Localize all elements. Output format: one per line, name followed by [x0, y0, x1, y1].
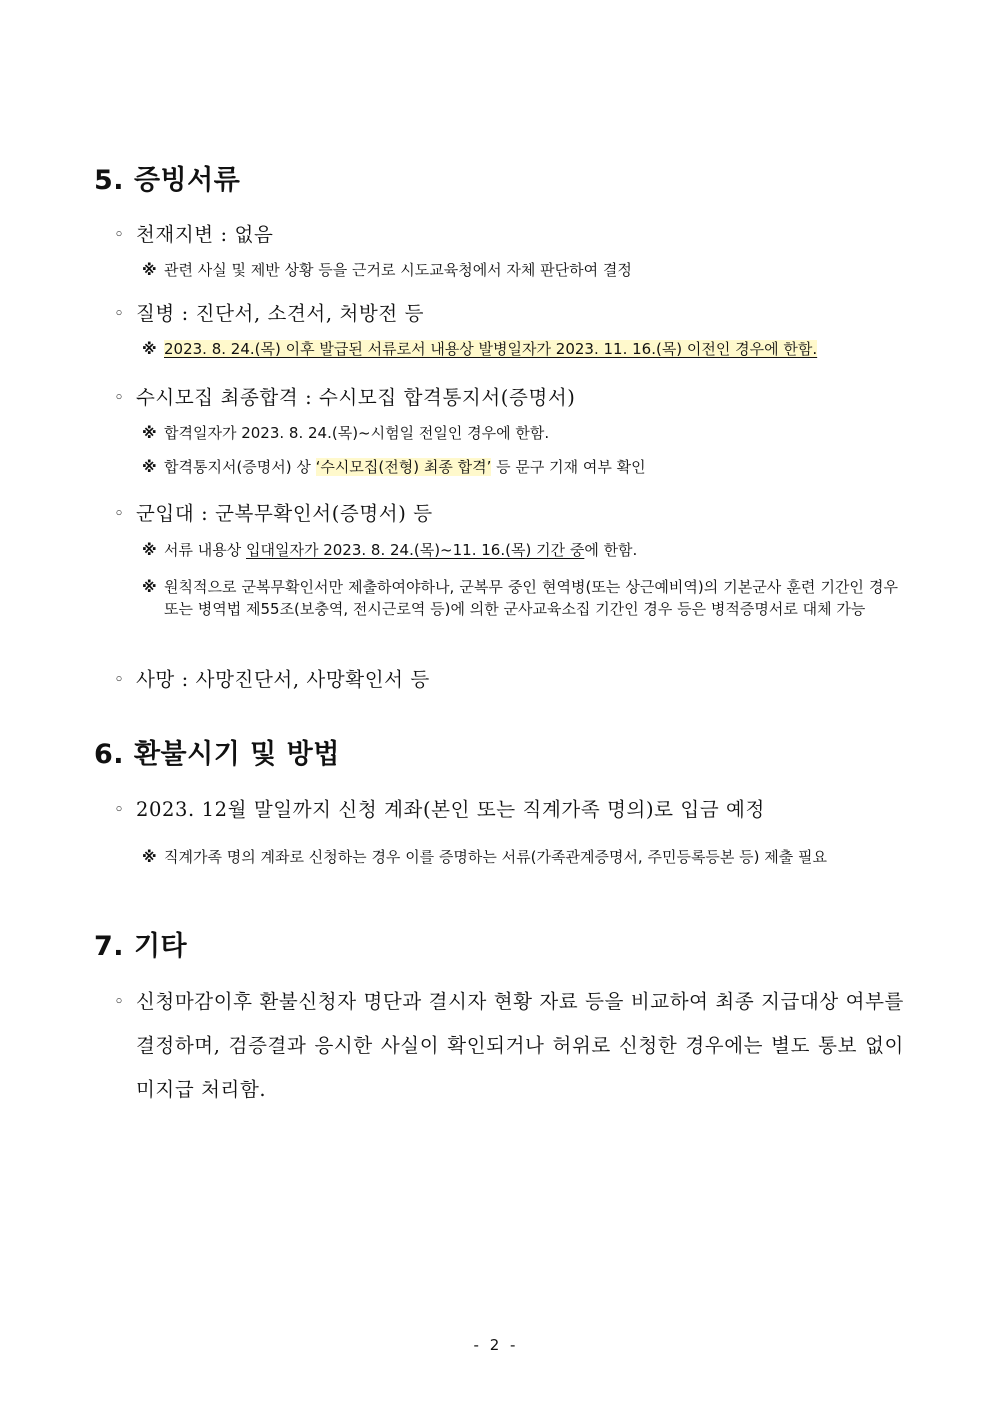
note-text: 관련 사실 및 제반 상황 등을 근거로 시도교육청에서 자체 판단하여 결정 — [164, 261, 632, 279]
item-text: 신청마감이후 환불신청자 명단과 결시자 현황 자료 등을 비교하여 최종 지급대상 여부를 결정하며, 검증결과 응시한 사실이 확인되거나 허위로 신청한 경우에는 별도 통보 없이 미지급 처리함. — [136, 990, 904, 1101]
item-text: 사망 : 사망진단서, 사망확인서 등 — [136, 668, 430, 691]
note-mark-icon: ※ — [142, 458, 157, 476]
note-text: 합격통지서(증명서) 상 — [164, 458, 316, 476]
note-mark-icon: ※ — [142, 424, 157, 442]
list-item — [114, 218, 904, 252]
note-mark-icon: ※ — [142, 340, 157, 358]
highlighted-phrase: ‘수시모집(전형) 최종 합격’ — [315, 458, 492, 476]
bullet-icon: ◦ — [114, 670, 125, 690]
note-mark-icon: ※ — [142, 578, 157, 596]
bullet-icon: ◦ — [114, 504, 125, 524]
list-item — [114, 793, 904, 827]
note-item — [142, 422, 898, 444]
section-5-title: 5. 증빙서류 — [94, 165, 241, 196]
item-text: 질병 : 진단서, 소견서, 처방전 등 — [136, 302, 425, 325]
note-mark-icon: ※ — [142, 541, 157, 559]
note-mark-icon: ※ — [142, 848, 157, 866]
section-7-title: 7. 기타 — [94, 931, 188, 962]
bullet-icon: ◦ — [114, 992, 125, 1012]
bullet-icon: ◦ — [114, 304, 125, 324]
list-item — [114, 497, 904, 531]
note-text: 서류 내용상 — [164, 541, 246, 559]
note-item — [142, 456, 898, 478]
underlined-phrase: 입대일자가 2023. 8. 24.(목)~11. 16.(목) 기간 중 — [246, 541, 585, 559]
note-mark-icon: ※ — [142, 261, 157, 279]
note-item — [142, 259, 898, 281]
note-text: 합격일자가 2023. 8. 24.(목)~시험일 전일인 경우에 한함. — [164, 424, 550, 442]
list-item — [114, 381, 904, 415]
note-item — [142, 539, 898, 561]
item-text: 천재지변 : 없음 — [136, 223, 274, 246]
section-6-title: 6. 환불시기 및 방법 — [94, 739, 340, 770]
note-text: 등 문구 기재 여부 확인 — [491, 458, 646, 476]
note-text: 원칙적으로 군복무확인서만 제출하여야하나, 군복무 중인 현역병(또는 상근예비역)의 기본군사 훈련 기간인 경우 또는 병역법 제55조(보충역, 전시근로역 등)에 의한 군사교육소집 기간인 경우 등은 병적증명서로 대체 가능 — [164, 578, 898, 618]
bullet-icon: ◦ — [114, 388, 125, 408]
list-item — [114, 980, 904, 1112]
note-text: 에 한함. — [584, 541, 638, 559]
note-item — [142, 846, 898, 868]
bullet-icon: ◦ — [114, 800, 125, 820]
bullet-icon: ◦ — [114, 225, 125, 245]
list-item — [114, 297, 904, 331]
item-text: 수시모집 최종합격 : 수시모집 합격통지서(증명서) — [136, 386, 576, 409]
note-item — [142, 576, 898, 620]
note-text: 직계가족 명의 계좌로 신청하는 경우 이를 증명하는 서류(가족관계증명서, 주민등록등본 등) 제출 필요 — [164, 848, 828, 866]
item-text: 2023. 12월 말일까지 신청 계좌(본인 또는 직계가족 명의)로 입금 예정 — [136, 798, 765, 821]
list-item — [114, 663, 904, 697]
item-text: 군입대 : 군복무확인서(증명서) 등 — [136, 502, 433, 525]
page-number: - 2 - — [473, 1336, 519, 1354]
highlighted-note-text: 2023. 8. 24.(목) 이후 발급된 서류로서 내용상 발병일자가 2023. 11. 16.(목) 이전인 경우에 한함. — [164, 340, 818, 358]
note-item — [142, 338, 898, 360]
